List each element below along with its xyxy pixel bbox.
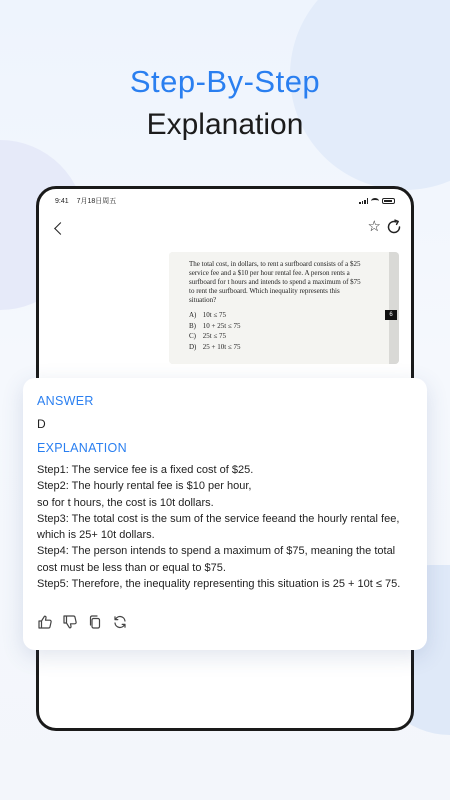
question-photo: [169, 252, 399, 364]
step-4: Step4: The person intends to spend a maximum of $75, meaning the total cost must be less than or equal to $75.: [37, 545, 396, 574]
status-date: 7月18日周五: [76, 198, 117, 205]
question-options: [189, 311, 377, 352]
step-3: Step3: The total cost is the sum of the service feeand the hourly rental fee, which is 25+ 10t dollars.: [37, 512, 400, 542]
thumbs-up-icon[interactable]: [37, 614, 53, 630]
hero-title: Step-By-Step: [129, 64, 321, 99]
step-2-continued: so for t hours, the cost is 10t dollars.: [37, 496, 214, 509]
answer-heading: ANSWER: [37, 394, 94, 408]
regenerate-icon[interactable]: [112, 614, 128, 630]
status-bar: [39, 189, 411, 213]
copy-icon[interactable]: [87, 614, 103, 630]
back-button[interactable]: [49, 219, 67, 237]
question-text: The total cost, in dollars, to rent a surfboard consists of a $25 service fee and a $10 per hour rental fee. A person rents a surfboard for t hours and intends to spend a maximum of $75 to rent the surfboard. Which inequality represents this situation?: [189, 260, 361, 304]
option-d: D) 25 + 10t ≤ 75: [189, 342, 241, 351]
share-icon[interactable]: [385, 218, 403, 236]
wifi-icon: [371, 198, 379, 204]
step-1: Step1: The service fee is a fixed cost of $25.: [37, 464, 254, 476]
option-a: A) 10t ≤ 75: [189, 311, 227, 319]
signal-icon: [359, 198, 368, 204]
status-time: 9:41: [55, 198, 69, 205]
page-number-badge: 6: [385, 310, 397, 320]
star-icon[interactable]: ☆: [367, 218, 381, 235]
answer-value: D: [37, 417, 46, 431]
app-navbar: [39, 215, 411, 241]
battery-icon: [382, 198, 395, 204]
option-b: B) 10 + 25t ≤ 75: [189, 321, 241, 330]
explanation-heading: EXPLANATION: [37, 441, 127, 455]
option-c: C) 25t ≤ 75: [189, 332, 227, 340]
step-5: Step5: Therefore, the inequality representing this situation is 25 + 10t ≤ 75.: [37, 578, 401, 591]
hero-subtitle: Explanation: [146, 108, 304, 141]
answer-card: [23, 378, 427, 650]
photo-margin: [389, 252, 399, 364]
thumbs-down-icon[interactable]: [62, 614, 78, 630]
explanation-steps: [37, 462, 413, 592]
step-2: Step2: The hourly rental fee is $10 per hour,: [37, 480, 252, 493]
feedback-bar: [37, 614, 128, 630]
photo-paper: [169, 252, 389, 364]
